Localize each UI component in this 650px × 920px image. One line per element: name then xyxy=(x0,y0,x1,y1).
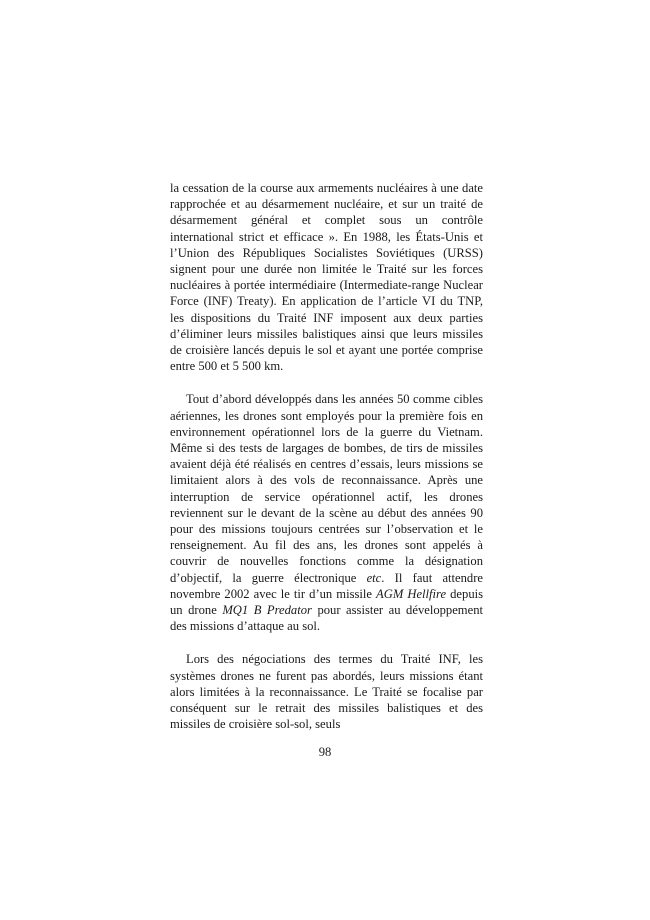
italic-term-etc: etc xyxy=(366,570,382,585)
page-number: 98 xyxy=(318,745,332,759)
paragraph-3 xyxy=(170,651,483,732)
italic-term-mq1b-predator: MQ1 B Predator xyxy=(222,603,312,618)
paragraph-1 xyxy=(170,180,483,374)
text-segment: Tout d’abord développés dans les années 50 comme cibles aériennes, les drones sont employés pour la première fois en environnement opérationnel lors de la guerre du Vietnam. Même si des tests de largages de bombes, de tirs de missiles avaient déjà été réalisés en centres d’essais, leurs missions se limitaient alors à des vols de reconnaissance. Après une interruption de service opérationnel actif, les drones reviennent sur le devant de la scène au début des années 90 pour des missions toujours centrées sur l’observation et le renseignement. Au fil des ans, les drones sont appelés à couvrir de nouvelles fonctions comme la désignation d’objectif, la guerre électronique xyxy=(170,392,483,585)
text-segment: . Il faut attendre novembre 2002 avec le tir d’un missile xyxy=(170,570,484,601)
paragraph-2 xyxy=(170,391,483,634)
italic-term-agm-hellfire: AGM Hellfire xyxy=(376,586,447,601)
body-text xyxy=(170,180,483,733)
text-segment: pour assister au développement des missions d’attaque au sol. xyxy=(170,603,483,634)
text-segment: Lors des négociations des termes du Traité INF, les systèmes drones ne furent pas abordés, leurs missions étant alors limitées à la reconnaissance. Le Traité se focalise par conséquent sur le retrait des missiles balistiques et des missiles de croisière sol-sol, seuls xyxy=(170,652,483,732)
text-segment: depuis un drone xyxy=(170,586,484,618)
text-segment: la cessation de la course aux armements nucléaires à une date rapprochée et au désarmement nucléaire, et sur un traité de désarmement général et complet sous un contrôle international strict et efficace ». En 1988, les États-Unis et l’Union des Républiques Socialistes Soviétiques (URSS) signent pour une durée non limitée le Traité sur les forces nucléaires à portée intermédiaire (Intermediate-range Nuclear Force (INF) Treaty). En application de l’article VI du TNP, les dispositions du Traité INF imposent aux deux parties d’éliminer leurs missiles balistiques ainsi que leurs missiles de croisière lancés depuis le sol et ayant une portée comprise entre 500 et 5 500 km. xyxy=(170,181,483,374)
